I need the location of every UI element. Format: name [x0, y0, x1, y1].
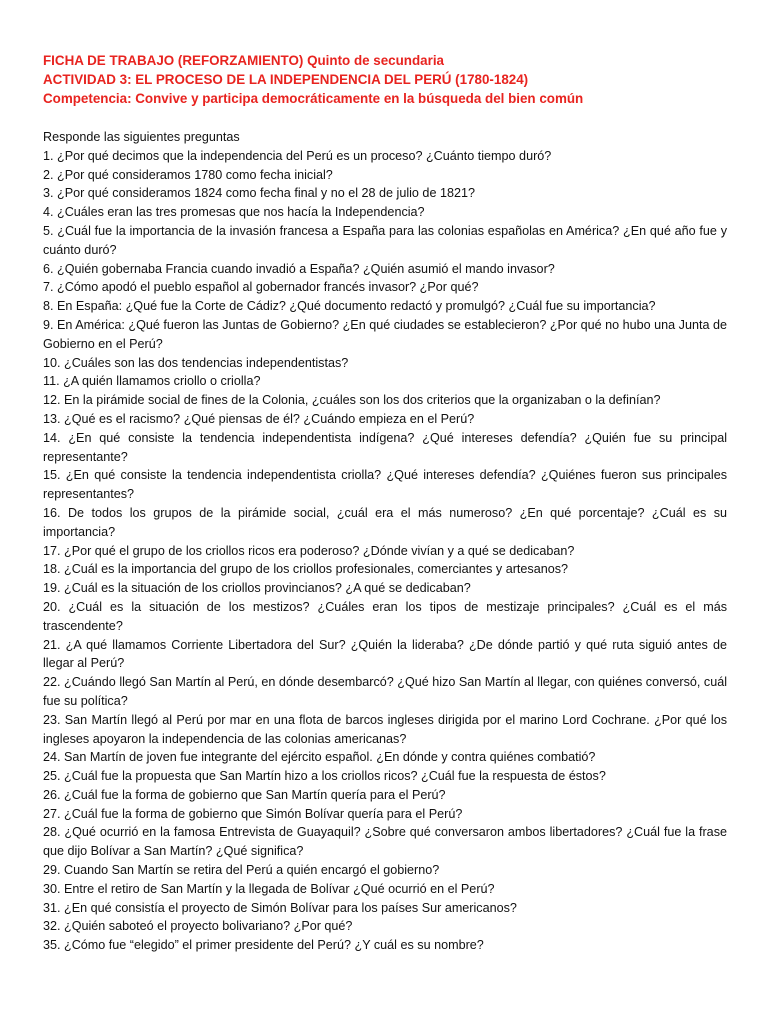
- question-item: 30. Entre el retiro de San Martín y la llegada de Bolívar ¿Qué ocurrió en el Perú?: [43, 881, 495, 896]
- question-item: 3. ¿Por qué consideramos 1824 como fecha final y no el 28 de julio de 1821?: [43, 186, 475, 201]
- question-item: 16. De todos los grupos de la pirámide social, ¿cuál era el más numeroso? ¿En qué porcentaje? ¿Cuál es su importancia?: [43, 505, 727, 539]
- question-item: 29. Cuando San Martín se retira del Perú a quién encargó el gobierno?: [43, 863, 440, 878]
- question-item: 15. ¿En qué consiste la tendencia independentista criolla? ¿Qué intereses defendía? ¿Quiénes fueron sus principales representantes?: [43, 468, 727, 502]
- question-item: 21. ¿A qué llamamos Corriente Libertadora del Sur? ¿Quién la lideraba? ¿De dónde partió y qué ruta siguió antes de llegar al Perú?: [43, 637, 727, 671]
- worksheet-title: FICHA DE TRABAJO (REFORZAMIENTO) Quinto de secundaria: [43, 53, 444, 68]
- question-item: 17. ¿Por qué el grupo de los criollos ricos era poderoso? ¿Dónde vivían y a qué se dedicaban?: [43, 543, 575, 558]
- question-item: 6. ¿Quién gobernaba Francia cuando invadió a España? ¿Quién asumió el mando invasor?: [43, 261, 555, 276]
- question-item: 1. ¿Por qué decimos que la independencia del Perú es un proceso? ¿Cuánto tiempo duró?: [43, 148, 552, 163]
- question-item: 4. ¿Cuáles eran las tres promesas que nos hacía la Independencia?: [43, 205, 425, 220]
- question-item: 14. ¿En qué consiste la tendencia independentista indígena? ¿Qué intereses defendía? ¿Quién fue su principal representante?: [43, 430, 727, 464]
- question-item: 26. ¿Cuál fue la forma de gobierno que San Martín quería para el Perú?: [43, 787, 446, 802]
- question-item: 9. En América: ¿Qué fueron las Juntas de Gobierno? ¿En qué ciudades se establecieron? ¿Por qué no hubo una Junta de Gobierno en el Perú?: [43, 317, 727, 351]
- question-item: 20. ¿Cuál es la situación de los mestizos? ¿Cuáles eran los tipos de mestizaje principales? ¿Cuál es el más trascendente?: [43, 599, 727, 633]
- instructions-text: Responde las siguientes preguntas: [43, 130, 240, 144]
- question-item: 31. ¿En qué consistía el proyecto de Simón Bolívar para los países Sur americanos?: [43, 900, 517, 915]
- question-item: 10. ¿Cuáles son las dos tendencias independentistas?: [43, 355, 349, 370]
- question-item: 19. ¿Cuál es la situación de los criollos provincianos? ¿A qué se dedicaban?: [43, 581, 471, 596]
- questions-section: [43, 128, 727, 955]
- question-item: 32. ¿Quién saboteó el proyecto bolivariano? ¿Por qué?: [43, 919, 353, 934]
- question-item: 22. ¿Cuándo llegó San Martín al Perú, en dónde desembarcó? ¿Qué hizo San Martín al llegar, con quiénes conversó, cuál fue su política?: [43, 675, 727, 708]
- competency-line: Competencia: Convive y participa democráticamente en la búsqueda del bien común: [43, 90, 584, 106]
- questions-list: [43, 147, 727, 955]
- question-item: 7. ¿Cómo apodó el pueblo español al gobernador francés invasor? ¿Por qué?: [43, 280, 479, 295]
- question-item: 12. En la pirámide social de fines de la Colonia, ¿cuáles son los dos criterios que la organizaban o la definían?: [43, 393, 661, 408]
- activity-title: ACTIVIDAD 3: EL PROCESO DE LA INDEPENDENCIA DEL PERÚ (1780-1824): [43, 71, 529, 87]
- question-item: 18. ¿Cuál es la importancia del grupo de los criollos profesionales, comerciantes y artesanos?: [43, 562, 569, 577]
- question-item: 25. ¿Cuál fue la propuesta que San Martín hizo a los criollos ricos? ¿Cuál fue la respuesta de éstos?: [43, 769, 606, 784]
- question-item: 2. ¿Por qué consideramos 1780 como fecha inicial?: [43, 167, 333, 182]
- question-item: 27. ¿Cuál fue la forma de gobierno que Simón Bolívar quería para el Perú?: [43, 806, 463, 821]
- worksheet-header: [43, 52, 733, 108]
- question-item: 28. ¿Qué ocurrió en la famosa Entrevista de Guayaquil? ¿Sobre qué conversaron ambos libertadores? ¿Cuál fue la frase que dijo Bolívar a San Martín? ¿Qué significa?: [43, 825, 727, 859]
- question-item: 24. San Martín de joven fue integrante del ejército español. ¿En dónde y contra quiénes combatió?: [43, 750, 596, 765]
- question-item: 13. ¿Qué es el racismo? ¿Qué piensas de él? ¿Cuándo empieza en el Perú?: [43, 411, 475, 426]
- question-item: 23. San Martín llegó al Perú por mar en una flota de barcos ingleses dirigida por el marino Lord Cochrane. ¿Por qué los ingleses apoyaron la independencia de las colonias americanas?: [43, 712, 727, 746]
- question-item: 5. ¿Cuál fue la importancia de la invasión francesa a España para las colonias españolas en América? ¿En qué año fue y cuánto duró?: [43, 223, 727, 257]
- question-item: 11. ¿A quién llamamos criollo o criolla?: [43, 374, 261, 389]
- question-item: 8. En España: ¿Qué fue la Corte de Cádiz? ¿Qué documento redactó y promulgó? ¿Cuál fue su importancia?: [43, 299, 656, 314]
- question-item: 35. ¿Cómo fue “elegido” el primer presidente del Perú? ¿Y cuál es su nombre?: [43, 938, 484, 953]
